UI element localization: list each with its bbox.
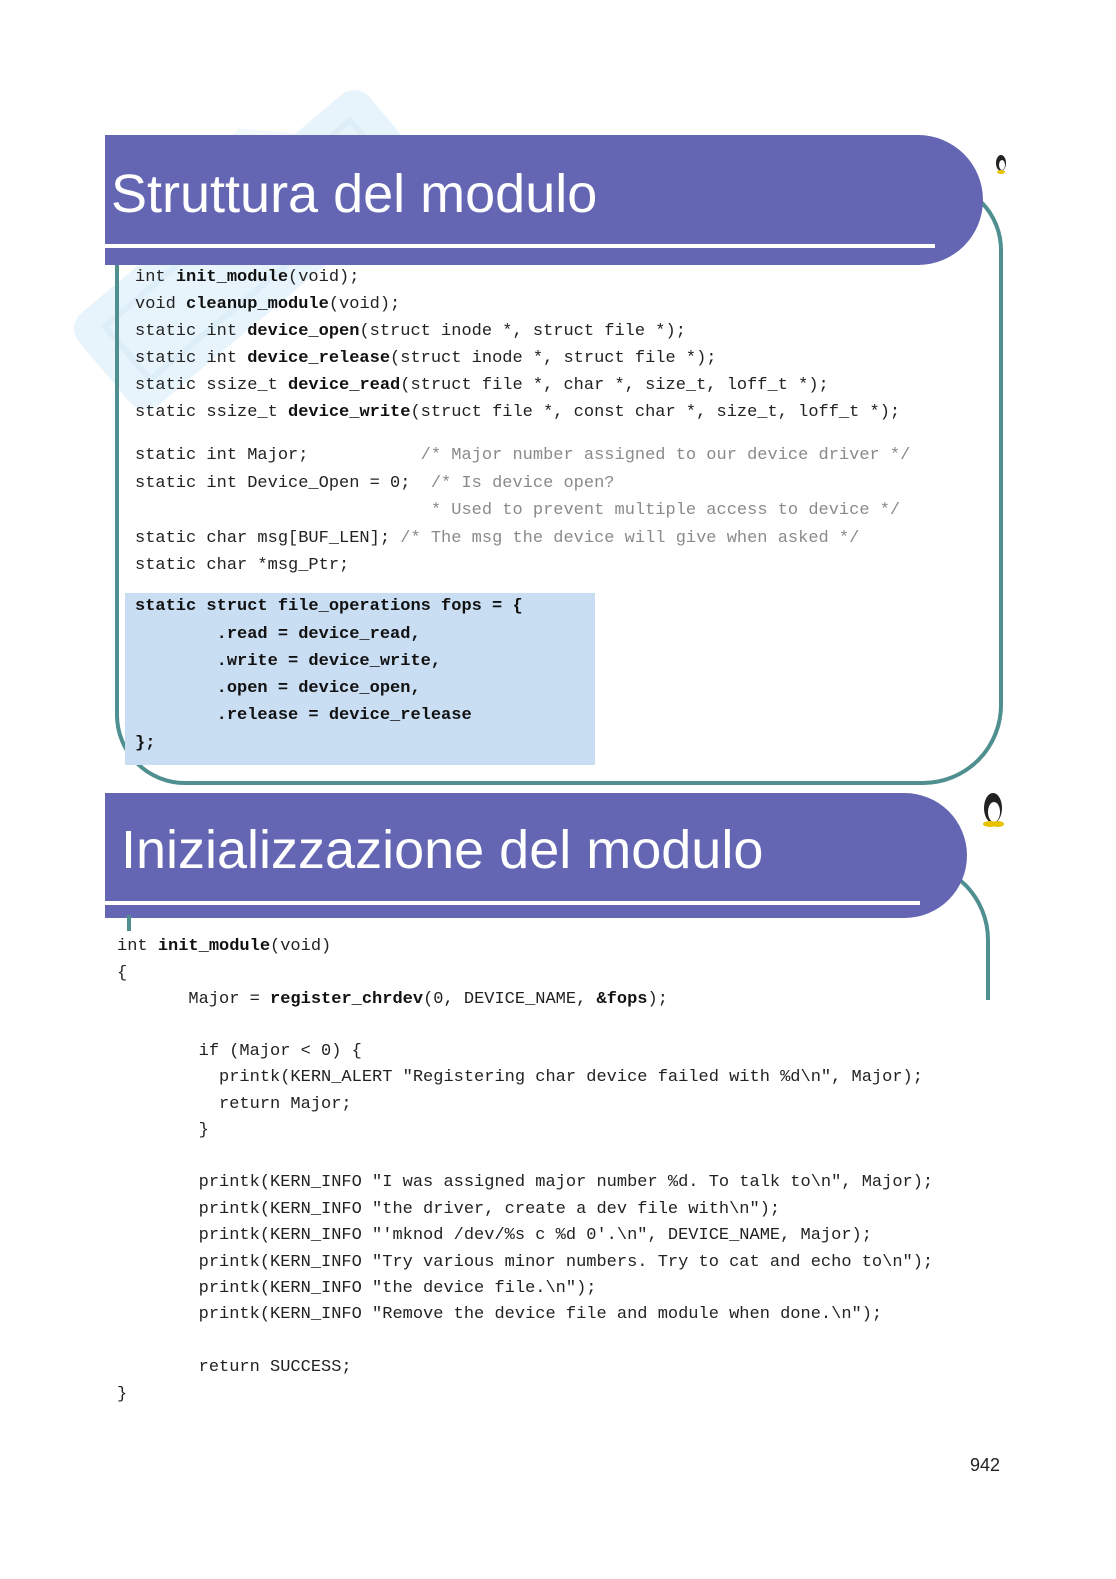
code-line xyxy=(135,446,910,465)
code-token xyxy=(135,501,431,520)
code-token: return Major; xyxy=(117,1095,352,1114)
code-token: void xyxy=(135,295,187,314)
code-line xyxy=(117,1253,933,1272)
code-token: &fops xyxy=(596,990,648,1009)
code-line xyxy=(117,1173,933,1192)
code-line xyxy=(135,403,900,422)
code-token: } xyxy=(117,1121,209,1140)
code-token: { xyxy=(117,964,128,983)
code-token: .write = device_write, xyxy=(135,652,442,671)
code-line xyxy=(135,734,155,753)
code-token: device_read xyxy=(288,376,401,395)
code-token: device_release xyxy=(247,349,391,368)
code-token: printk(KERN_INFO "Remove the device file and module when done.\n"); xyxy=(117,1305,883,1324)
code-token: static int Major; xyxy=(135,446,421,465)
slide2-frame-tick xyxy=(127,915,131,931)
code-token: static struct file_operations fops = { xyxy=(135,597,523,616)
tux-penguin-icon xyxy=(978,788,1004,828)
code-token: init_module xyxy=(157,937,271,956)
code-token: (void); xyxy=(328,295,401,314)
code-line xyxy=(117,1385,127,1404)
code-line xyxy=(135,706,472,725)
code-line xyxy=(117,1068,923,1087)
code-token: }; xyxy=(135,734,156,753)
code-line xyxy=(135,625,421,644)
code-token: return SUCCESS; xyxy=(117,1358,352,1377)
code-token: static ssize_t xyxy=(135,403,289,422)
code-token: ); xyxy=(647,990,668,1009)
code-line xyxy=(135,556,349,575)
code-token: /* Is device open? xyxy=(430,474,615,493)
code-token: if (Major < 0) { xyxy=(117,1042,362,1061)
code-token: register_chrdev xyxy=(270,990,424,1009)
code-token: device_write xyxy=(288,403,411,422)
code-token: static int xyxy=(135,322,248,341)
code-line xyxy=(117,937,331,956)
code-token: /* The msg the device will give when asked */ xyxy=(400,529,860,548)
code-line xyxy=(117,1279,596,1298)
code-token: printk(KERN_INFO "the driver, create a dev file with\n"); xyxy=(117,1200,781,1219)
slide1-title-bar xyxy=(105,135,983,265)
code-token: .release = device_release xyxy=(135,706,472,725)
code-line xyxy=(117,1042,362,1061)
code-token: int xyxy=(117,937,158,956)
code-line xyxy=(135,679,421,698)
code-token: (void) xyxy=(270,937,332,956)
slide2-title-bar xyxy=(105,793,967,918)
code-line xyxy=(117,1200,780,1219)
code-token: printk(KERN_INFO "'mknod /dev/%s c %d 0'.\n", DEVICE_NAME, Major); xyxy=(117,1226,872,1245)
code-line xyxy=(135,474,615,493)
code-line xyxy=(135,501,900,520)
code-line xyxy=(135,652,441,671)
code-token: (struct file *, char *, size_t, loff_t *); xyxy=(400,376,829,395)
code-line xyxy=(135,376,829,395)
code-token: (struct inode *, struct file *); xyxy=(390,349,717,368)
code-token: * Used to prevent multiple access to device */ xyxy=(430,501,901,520)
page-number: 942 xyxy=(970,1455,1001,1475)
code-token: .open = device_open, xyxy=(135,679,421,698)
code-token: (struct inode *, struct file *); xyxy=(359,322,686,341)
code-line xyxy=(117,1305,882,1324)
slide1-title-underline xyxy=(105,244,935,248)
code-token: int xyxy=(135,268,176,287)
code-line xyxy=(117,1358,352,1377)
code-token: } xyxy=(117,1385,128,1404)
code-line xyxy=(117,1095,352,1114)
code-token: .read = device_read, xyxy=(135,625,421,644)
slide2-title: Inizializzazione del modulo xyxy=(121,820,764,880)
code-line xyxy=(135,529,859,548)
code-token: static ssize_t xyxy=(135,376,289,395)
code-token: static char msg[BUF_LEN]; xyxy=(135,529,401,548)
tux-penguin-icon xyxy=(992,152,1006,174)
code-token: (struct file *, const char *, size_t, loff_t *); xyxy=(410,403,901,422)
code-token: device_open xyxy=(247,322,360,341)
code-token: static int xyxy=(135,349,248,368)
code-token: Major = xyxy=(117,990,271,1009)
code-token: printk(KERN_INFO "I was assigned major number %d. To talk to\n", Major); xyxy=(117,1173,934,1192)
code-line xyxy=(135,597,523,616)
code-line xyxy=(135,295,400,314)
code-token: printk(KERN_INFO "Try various minor numbers. Try to cat and echo to\n"); xyxy=(117,1253,934,1272)
code-token: (0, DEVICE_NAME, xyxy=(423,990,597,1009)
slide1-title: Struttura del modulo xyxy=(111,164,598,224)
code-line xyxy=(135,322,686,341)
code-line xyxy=(117,1226,872,1245)
code-token: printk(KERN_ALERT "Registering char device failed with %d\n", Major); xyxy=(117,1068,923,1087)
code-line xyxy=(135,268,359,287)
slide2-title-underline xyxy=(105,901,920,905)
code-token: init_module xyxy=(175,268,289,287)
code-token: cleanup_module xyxy=(186,295,329,314)
code-line xyxy=(117,990,668,1009)
code-line xyxy=(117,1121,209,1140)
code-token: static char *msg_Ptr; xyxy=(135,556,350,575)
code-token: printk(KERN_INFO "the device file.\n"); xyxy=(117,1279,597,1298)
code-line xyxy=(135,349,717,368)
code-token: (void); xyxy=(288,268,360,287)
code-line xyxy=(117,964,127,983)
code-token: static int Device_Open = 0; xyxy=(135,474,431,493)
code-token: /* Major number assigned to our device driver */ xyxy=(420,446,911,465)
